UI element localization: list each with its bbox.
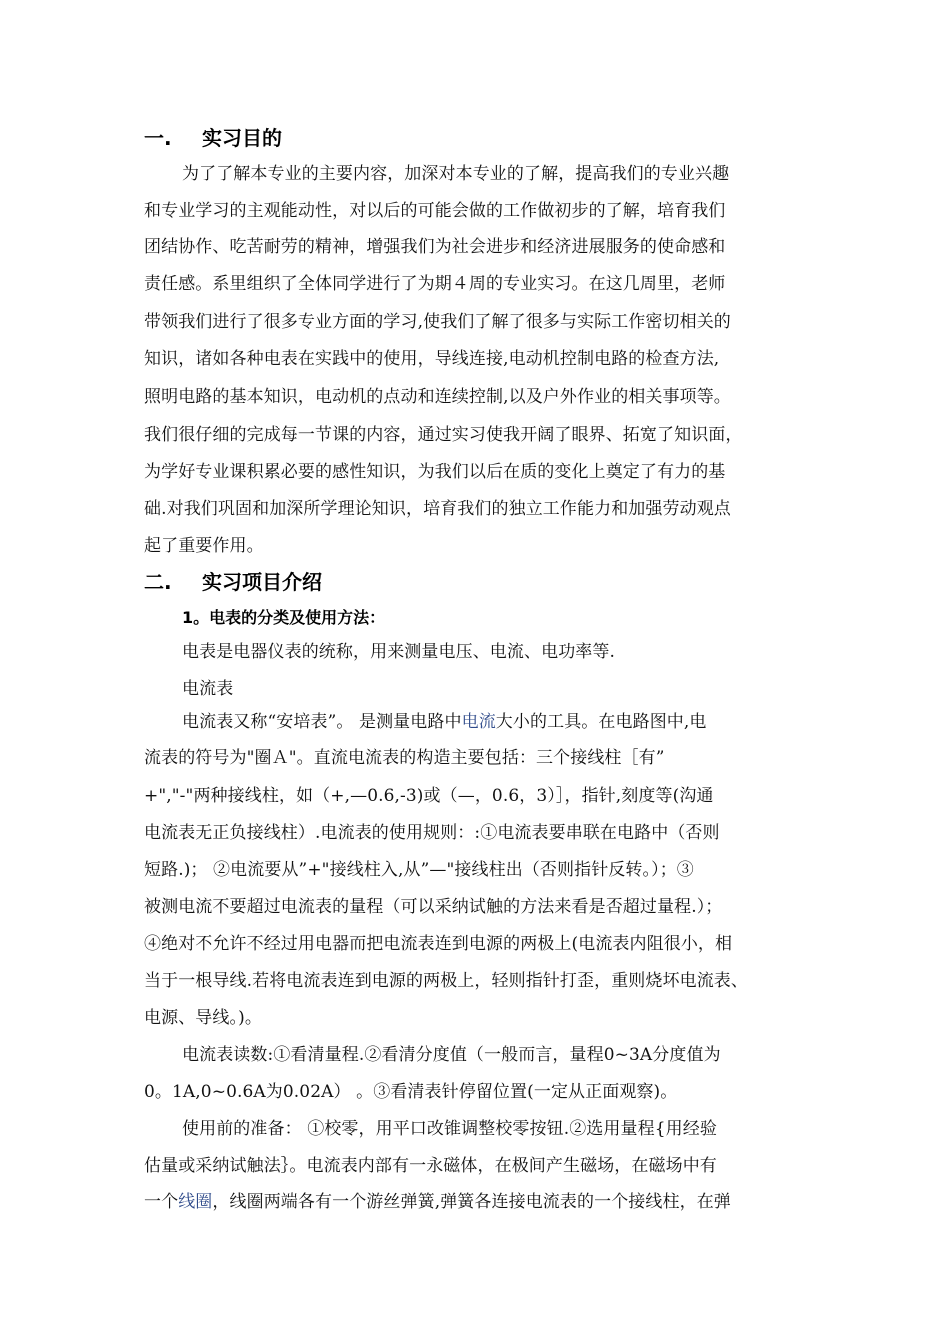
paragraph-line: 础.对我们巩固和加深所学理论知识，培育我们的独立工作能力和加强劳动观点 [144, 499, 731, 519]
section-heading-1 [144, 124, 282, 152]
paragraph-line: 电源、导线。)。 [144, 1008, 262, 1028]
section-heading-2 [144, 568, 322, 596]
current-link[interactable]: 电流 [461, 712, 496, 732]
paragraph-line: 起了重要作用。 [144, 536, 264, 556]
paragraph-line: 责任感。系里组织了全体同学进行了为期４周的专业实习。在这几周里，老师 [144, 274, 726, 294]
section-number: 一. [144, 126, 172, 150]
paragraph-line: ④绝对不允许不经过用电器而把电流表连到电源的两极上(电流表内阻很小，相 [144, 934, 733, 954]
section-number: 二. [144, 570, 172, 594]
paragraph-line: 电表是电器仪表的统称，用来测量电压、电流、电功率等. [182, 642, 616, 662]
paragraph-line: 带领我们进行了很多专业方面的学习,使我们了解了很多与实际工作密切相关的 [144, 312, 731, 332]
paragraph-line: 使用前的准备： ①校零，用平口改锥调整校零按钮.②选用量程{用经验 [182, 1119, 717, 1139]
paragraph-label: 电流表 [182, 679, 234, 699]
text-run: ，线圈两端各有一个游丝弹簧,弹簧各连接电流表的一个接线柱，在弹 [212, 1192, 731, 1212]
paragraph-line: 知识，诸如各种电表在实践中的使用，导线连接,电动机控制电路的检查方法, [144, 349, 720, 369]
paragraph-line: 当于一根导线.若将电流表连到电源的两极上，轻则指针打歪，重则烧坏电流表、 [144, 971, 749, 991]
paragraph-line: 为学好专业课积累必要的感性知识，为我们以后在质的变化上奠定了有力的基 [144, 462, 726, 482]
paragraph-line: 和专业学习的主观能动性，对以后的可能会做的工作做初步的了解，培育我们 [144, 201, 726, 221]
paragraph-line: 电流表读数:①看清量程.②看清分度值（一般而言，量程0~3A分度值为 [182, 1045, 721, 1065]
paragraph-line: +","-"两种接线柱，如（+,—0.6,-3)或（—，0.6，3）］，指针,刻度等(沟通 [144, 786, 714, 806]
paragraph-line: 估量或采纳试触法｝。电流表内部有一永磁体，在极间产生磁场，在磁场中有 [144, 1156, 717, 1176]
section-title: 实习目的 [202, 126, 282, 150]
paragraph-line: 我们很仔细的完成每一节课的内容，通过实习使我开阔了眼界、拓宽了知识面， [144, 425, 743, 445]
paragraph-line: 团结协作、吃苦耐劳的精神，增强我们为社会进步和经济进展服务的使命感和 [144, 237, 726, 257]
subsection-heading: 1。电表的分类及使用方法： [182, 608, 386, 627]
section-title: 实习项目介绍 [202, 570, 322, 594]
paragraph-line: 短路.)； ②电流要从”+"接线柱入,从”—"接线柱出（否则指针反转。）；③ [144, 860, 694, 880]
paragraph-line: 电流表无正负接线柱）.电流表的使用规则：:①电流表要串联在电路中（否则 [144, 823, 720, 843]
paragraph-line: 0。1A,0~0.6A为0.02A） 。③看清表针停留位置(一定从正面观察)。 [144, 1082, 678, 1102]
paragraph-line [144, 1190, 731, 1214]
paragraph-line: 流表的符号为"圈Ａ"。直流电流表的构造主要包括：三个接线柱［有” [144, 748, 665, 768]
text-run: 大小的工具。在电路图中,电 [495, 712, 707, 732]
paragraph-line [182, 710, 707, 734]
text-run: 一个 [144, 1192, 179, 1212]
paragraph-line: 为了了解本专业的主要内容，加深对本专业的了解，提高我们的专业兴趣 [182, 164, 730, 184]
coil-link[interactable]: 线圈 [178, 1192, 213, 1212]
paragraph-line: 照明电路的基本知识，电动机的点动和连续控制,以及户外作业的相关事项等。 [144, 387, 731, 407]
paragraph-line: 被测电流不要超过电流表的量程（可以采纳试触的方法来看是否超过量程.）； [144, 897, 723, 917]
text-run: 电流表又称“安培表”。 是测量电路中 [182, 712, 462, 732]
